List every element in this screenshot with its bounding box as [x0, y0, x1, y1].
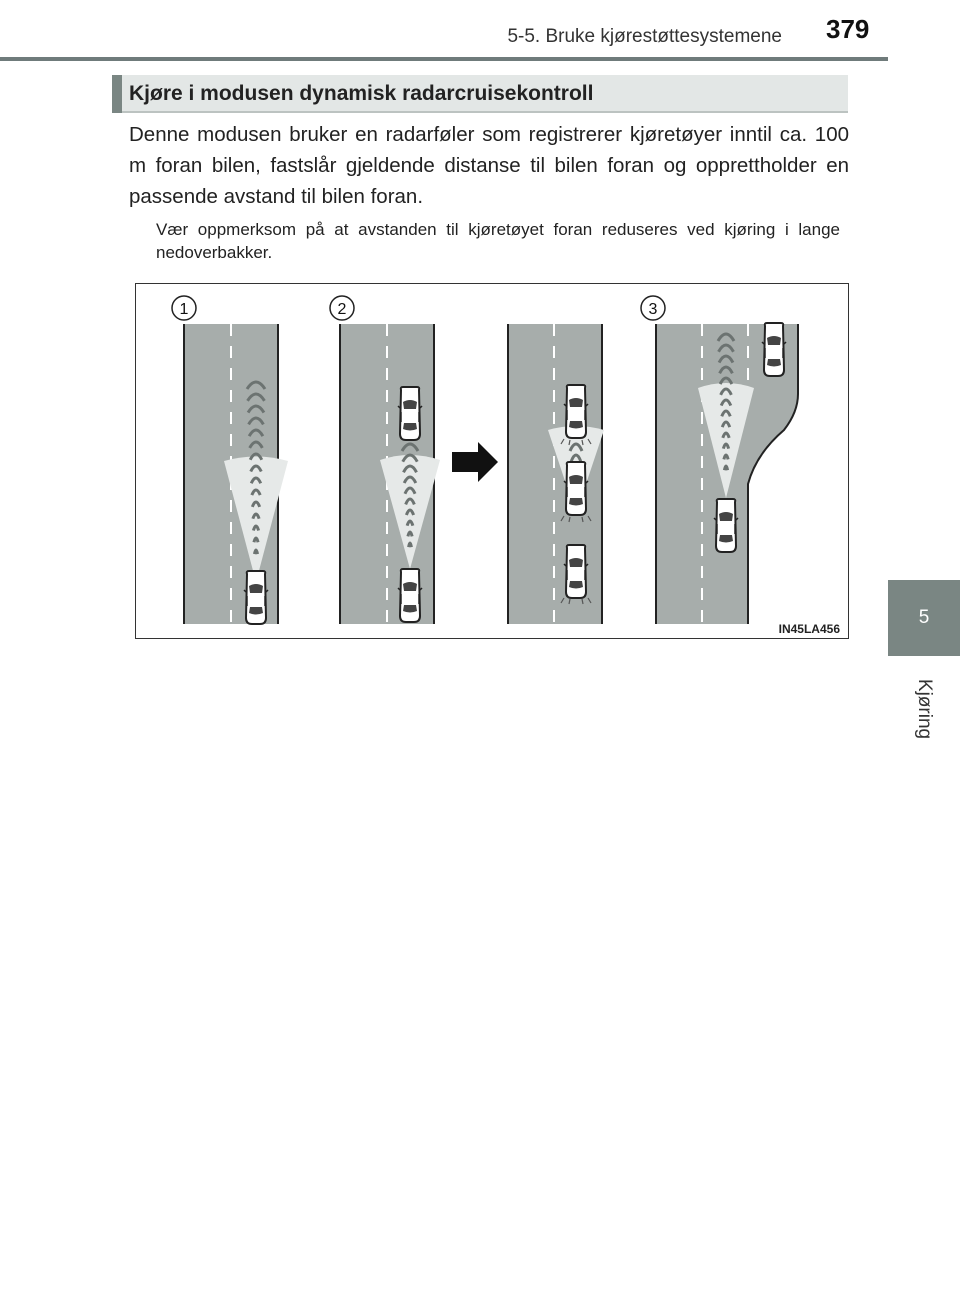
radar-cruise-illustration [135, 283, 849, 639]
page-number: 379 [826, 14, 870, 44]
section-title: Kjøre i modusen dynamisk radarcruisekontroll [129, 82, 594, 105]
scene-label-1 [172, 296, 196, 320]
scene-label-2 [330, 296, 354, 320]
car-icon [714, 499, 738, 552]
radar-wave-icon [409, 543, 412, 547]
radar-wave-icon [724, 466, 727, 470]
car-icon [398, 387, 422, 440]
car-icon [564, 385, 588, 438]
header-title: 5-5. Bruke kjørestøttesystemene [507, 26, 782, 47]
svg-text:2: 2 [337, 301, 347, 318]
body-paragraph: Denne modusen bruker en radarføler som registrerer kjøretøyer inntil ca. 100 m foran bilen, fastslår gjeldende distanse til bilen foran og opprettholder en passende avstand til bilen foran. [129, 123, 849, 208]
chapter-label [888, 664, 960, 754]
section-accent [112, 75, 122, 113]
chapter-label-text: Kjøring [914, 678, 935, 740]
car-icon [564, 545, 588, 598]
radar-wave-icon [254, 550, 257, 554]
chapter-tab[interactable]: 5 [888, 580, 960, 656]
car-icon [244, 571, 268, 624]
header-rule [0, 57, 888, 61]
car-icon [564, 462, 588, 515]
section-heading [112, 75, 848, 113]
car-icon [398, 569, 422, 622]
svg-text:3: 3 [648, 301, 658, 318]
car-icon [762, 323, 786, 376]
image-code: IN45LA456 [778, 622, 840, 636]
note-paragraph: Vær oppmerksom på at avstanden til kjøretøyet foran reduseres ved kjøring i lange nedoverbakker. [156, 220, 840, 262]
svg-text:1: 1 [179, 301, 189, 318]
scene-label-3 [641, 296, 665, 320]
